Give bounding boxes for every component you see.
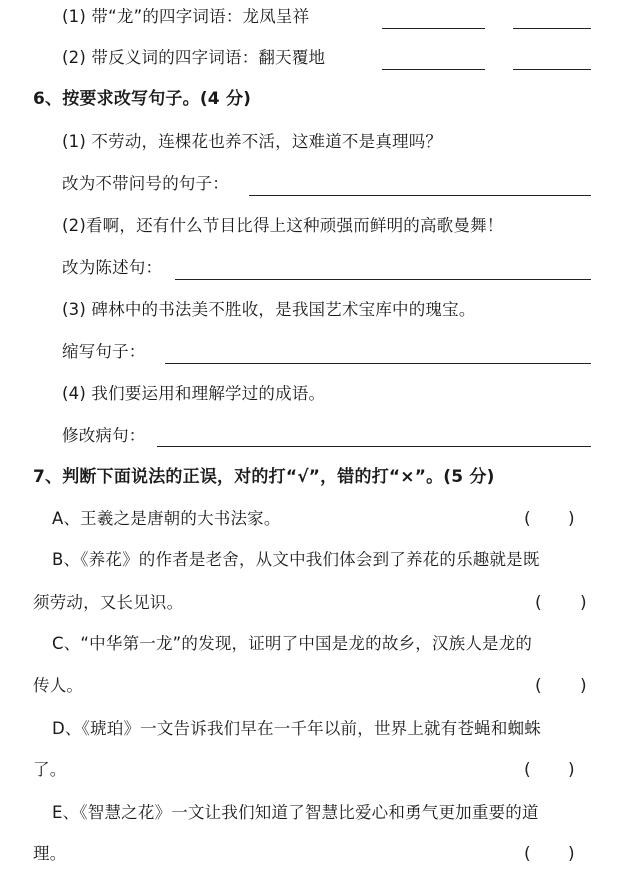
q5-item-2-text: (2) 带反义词的四字词语：翻天覆地: [62, 48, 326, 67]
q7-item-e-answer-box[interactable]: [534, 842, 566, 866]
q5-item-1-blank-1[interactable]: [382, 28, 485, 29]
q5-item-2-blank-1[interactable]: [382, 69, 485, 70]
q7-item-a-answer-box[interactable]: [534, 507, 566, 531]
q6-heading: 6、按要求改写句子。(4 分): [33, 89, 252, 109]
q7-item-d-paren-close: ): [568, 760, 575, 780]
q7-item-e-paren-close: ): [568, 844, 575, 864]
q7-item-e-paren-open: (: [524, 844, 531, 864]
q7-item-b-text-line1: B、《养花》的作者是老舍，从文中我们体会到了养花的乐趣就是既: [52, 550, 540, 569]
q7-item-c-paren-close: ): [580, 676, 587, 696]
q5-item-2-blank-2[interactable]: [513, 69, 591, 70]
q7-item-d-text-line1: D、《琥珀》一文告诉我们早在一千年以前，世界上就有苍蝇和蜘蛛: [52, 719, 541, 738]
q6-item-2-answer-line[interactable]: [175, 279, 591, 280]
q7-item-c-text-line1: C、“中华第一龙”的发现，证明了中国是龙的故乡，汉族人是龙的: [52, 634, 533, 653]
q6-item-3-answer-line[interactable]: [165, 363, 591, 364]
q7-item-c-paren-open: (: [535, 676, 542, 696]
q7-item-b-paren-close: ): [580, 593, 587, 613]
q6-item-4-prompt: 修改病句：: [62, 426, 146, 445]
q6-item-3-sentence: (3) 碑林中的书法美不胜收，是我国艺术宝库中的瑰宝。: [62, 300, 476, 319]
q6-item-4-answer-line[interactable]: [157, 446, 591, 447]
q7-item-e-text-line1: E、《智慧之花》一文让我们知道了智慧比爱心和勇气更加重要的道: [52, 803, 539, 822]
q7-item-b-text-line2: 须劳动，又长见识。: [33, 593, 184, 612]
q6-item-4-sentence: (4) 我们要运用和理解学过的成语。: [62, 384, 326, 403]
q6-item-1-sentence: (1) 不劳动，连棵花也养不活，这难道不是真理吗？: [62, 132, 443, 151]
q7-item-c-text-line2: 传人。: [33, 676, 84, 695]
q7-item-c-answer-box[interactable]: [545, 674, 577, 698]
q7-item-d-paren-open: (: [524, 760, 531, 780]
q7-item-e-text-line2: 理。: [33, 844, 67, 863]
q7-item-d-text-line2: 了。: [33, 760, 67, 779]
q7-item-a-paren-close: ): [568, 509, 575, 529]
q6-item-1-prompt: 改为不带问号的句子：: [62, 174, 229, 193]
q7-item-b-paren-open: (: [535, 593, 542, 613]
q6-item-3-prompt: 缩写句子：: [62, 342, 146, 361]
q7-item-b-answer-box[interactable]: [545, 591, 577, 615]
q7-item-a-text: A、王羲之是唐朝的大书法家。: [52, 509, 281, 528]
q6-item-2-sentence: (2)看啊，还有什么节目比得上这种顽强而鲜明的高歌曼舞！: [62, 216, 504, 235]
q5-item-1-blank-2[interactable]: [513, 28, 591, 29]
q7-item-a-paren-open: (: [524, 509, 531, 529]
q7-heading: 7、判断下面说法的正误，对的打“√”，错的打“×”。(5 分): [33, 467, 495, 487]
q6-item-1-answer-line[interactable]: [249, 195, 591, 196]
q6-item-2-prompt: 改为陈述句：: [62, 258, 163, 277]
q7-item-d-answer-box[interactable]: [534, 758, 566, 782]
q5-item-1-text: (1) 带“龙”的四字词语：龙凤呈祥: [62, 7, 310, 26]
